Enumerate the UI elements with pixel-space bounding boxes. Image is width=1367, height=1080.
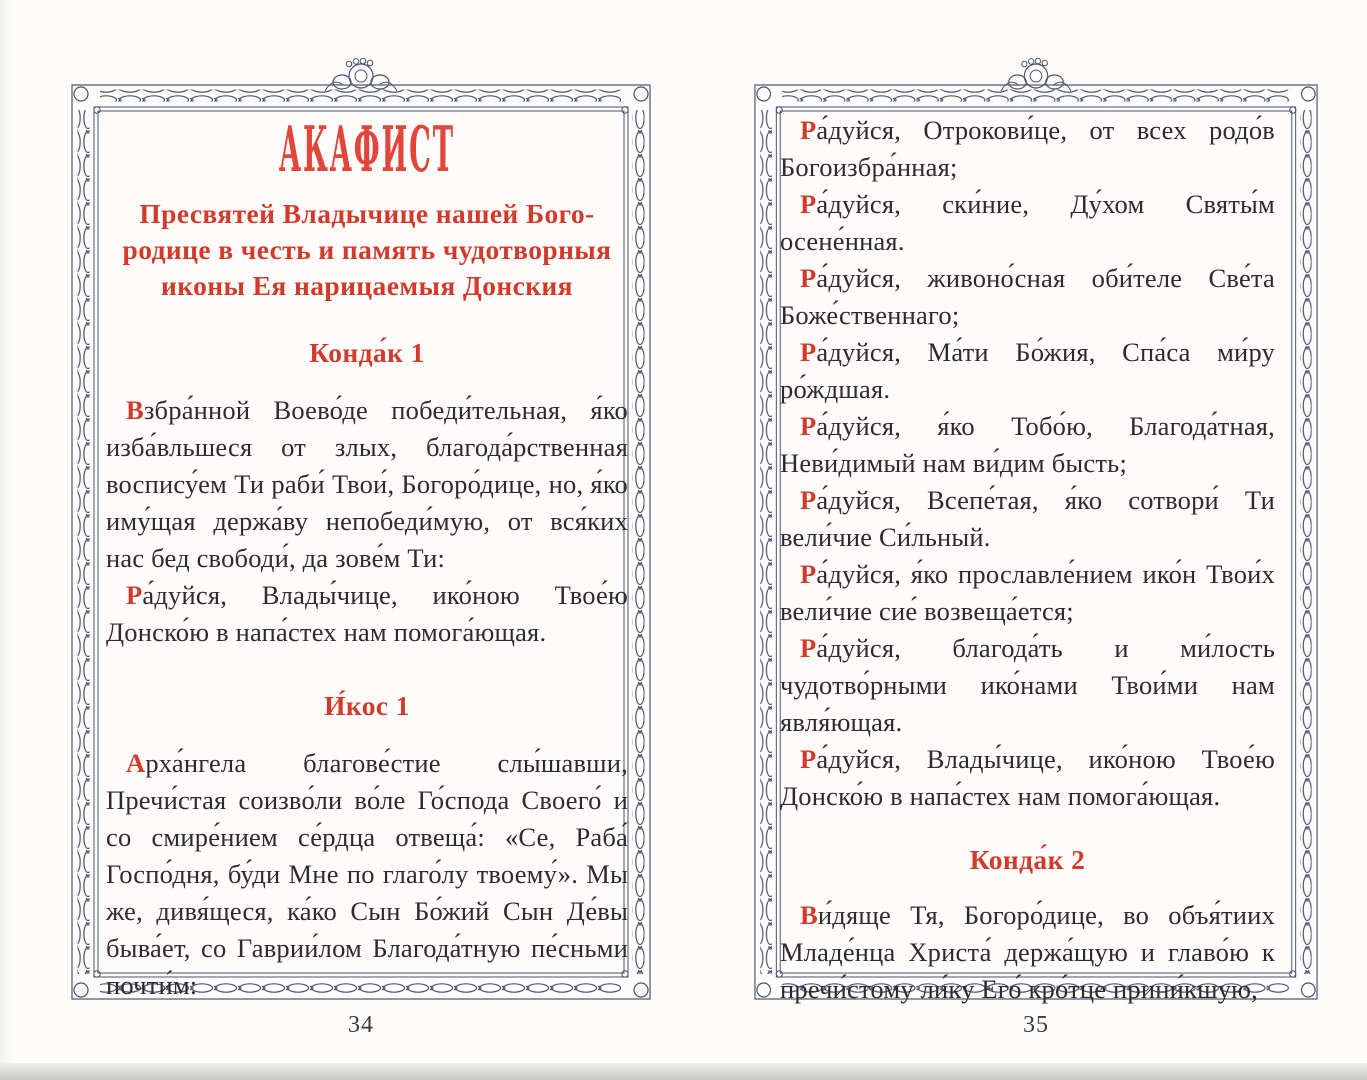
paragraph-kondak-1 [106,392,628,577]
drop-cap: А [126,748,146,778]
paragraph-refrain [780,186,1275,260]
paragraph-text: а́дуйся, я́ко Тобо́ю, Благода́тная, Неви́димый нам ви́дим бысть; [780,411,1275,478]
paragraph-text: а́дуйся, Всепе́тая, я́ко сотвори́ Ти вели́чие Си́льный. [780,485,1275,552]
drop-cap: Р [800,263,817,293]
paragraph-text: и́дяще Тя, Богоро́дице, во объя́тиих Младе́нца Христа́ держа́щую и главо́ю к пречи́стому ли́ку Его́ кро́тце прини́кшую, [780,900,1275,1004]
akathist-subtitle [106,196,628,304]
paragraph-kondak-2 [780,897,1275,1008]
photo-left-edge [0,0,14,1080]
paragraph-refrain [780,741,1275,815]
akathist-title-text: АКАФИСТ [279,114,455,187]
paragraph-refrain [780,112,1275,186]
drop-cap: Р [800,411,817,441]
heading-kondak-1: Конда́к 1 [309,337,425,368]
heading-ikos-1: И́кос 1 [324,690,410,721]
page-left [70,58,652,1038]
paragraph-text: рха́нгела благове́стие слы́шавши, Пречи́стая соизво́ли во́ле Го́спода Своего́ и со смире́нием се́рдца отвеща́: «Се, Раба́ Госпо́дня, бу́ди Мне по глаго́лу твоему́». Мы же, дивя́щеся, ка́ко Сын Бо́жий Сын Де́вы быва́ет, со Гаврии́лом Благода́тную пе́сньми почти́м: [106,748,628,1000]
page-right-content [780,58,1275,1002]
subtitle-line: родице в честь и память чудотворныя [122,234,612,265]
drop-cap: Р [800,559,817,589]
drop-cap: Р [800,115,817,145]
subtitle-line: Пресвятей Владычице нашей Бого- [139,198,595,229]
paragraph-ikos-1 [106,745,628,1004]
page-left-content [106,58,628,1002]
drop-cap: В [800,900,818,930]
paragraph-text: а́дуйся, Отрокови́це, от всех родо́в Богоизбра́нная; [780,115,1275,182]
paragraph-refrain [106,577,628,651]
paragraph-refrain [780,630,1275,741]
paragraph-refrain [780,334,1275,408]
drop-cap: Р [800,633,817,663]
paragraph-text: а́дуйся, Влады́чице, ико́ною Твое́ю Донско́ю в напа́стех нам помога́ющая. [106,580,628,647]
photo-bottom-edge [0,1063,1367,1080]
drop-cap: Р [126,580,143,610]
paragraph-refrain [780,260,1275,334]
drop-cap: В [126,395,144,425]
drop-cap: Р [800,485,817,515]
akathist-title [106,114,628,187]
paragraph-refrain [780,408,1275,482]
paragraph-text: а́дуйся, живоно́сная оби́теле Све́та Боже́ственнаго; [780,263,1275,330]
page-number-left: 34 [348,1012,374,1038]
paragraph-refrain [780,482,1275,556]
drop-cap: Р [800,744,817,774]
paragraph-text: а́дуйся, я́ко прославле́нием ико́н Твои́х вели́чие сие́ возвеща́ется; [780,559,1275,626]
paragraph-text: а́дуйся, Ма́ти Бо́жия, Спа́са ми́ру ро́ждшая. [780,337,1275,404]
heading-kondak-2: Конда́к 2 [969,844,1086,875]
paragraph-text: а́дуйся, Влады́чице, ико́ною Твое́ю Донско́ю в напа́стех нам помога́ющая. [780,744,1275,811]
drop-cap: Р [800,337,817,367]
page-right [753,58,1319,1038]
drop-cap: Р [800,189,817,219]
paragraph-text: збра́нной Воево́де победи́тельная, я́ко изба́вльшеся от злых, благода́рственная воспису́ем Ти раби́ Твои́, Богоро́дице, но, я́ко иму́щая держа́ву непобеди́мую, от вся́ких нас бед свободи́, да зове́м Ти: [106,395,628,573]
paragraph-text: а́дуйся, благода́ть и ми́лость чудотво́рными ико́нами Твои́ми нам явля́ющая. [780,633,1275,737]
paragraph-text: а́дуйся, ски́ние, Ду́хом Святы́м осене́нная. [780,189,1275,256]
paragraph-refrain [780,556,1275,630]
subtitle-line: иконы Ея нарицаемыя Донския [161,270,573,301]
page-number-right: 35 [1023,1012,1049,1038]
